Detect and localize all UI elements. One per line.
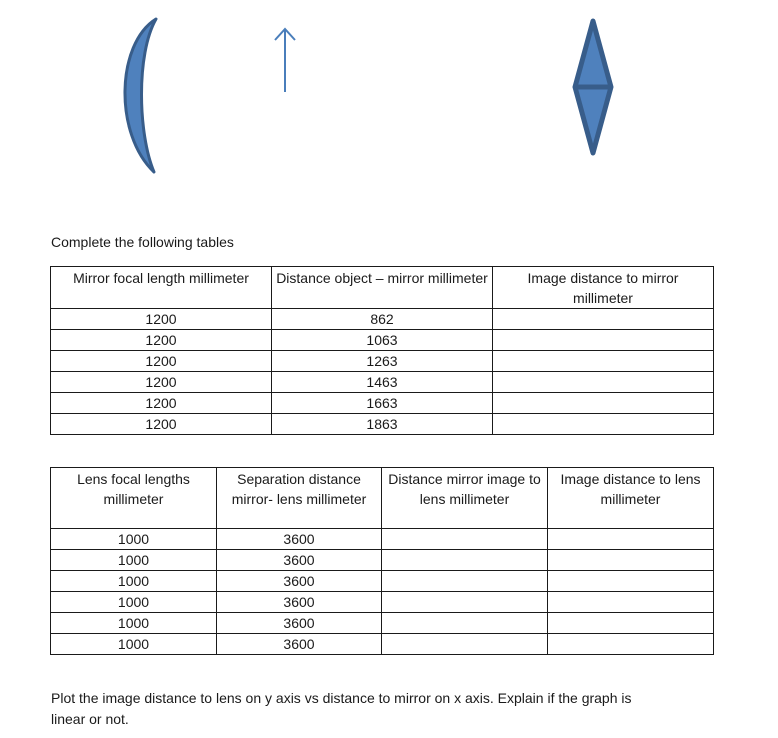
cell-object-distance: 1863 bbox=[272, 414, 493, 435]
cell-mirror-image-distance[interactable] bbox=[382, 592, 548, 613]
cell-lens-focal-length: 1000 bbox=[51, 634, 217, 655]
cell-mirror-image-distance[interactable] bbox=[382, 550, 548, 571]
cell-lens-image-distance[interactable] bbox=[548, 529, 714, 550]
cell-focal-length: 1200 bbox=[51, 330, 272, 351]
table-row bbox=[51, 592, 714, 613]
header-separation-distance: Separation distance mirror- lens millimeter bbox=[217, 468, 382, 529]
cell-object-distance: 1663 bbox=[272, 393, 493, 414]
cell-focal-length: 1200 bbox=[51, 351, 272, 372]
cell-lens-image-distance[interactable] bbox=[548, 571, 714, 592]
cell-object-distance: 1263 bbox=[272, 351, 493, 372]
convex-lens-icon bbox=[570, 16, 616, 158]
table-row bbox=[51, 393, 714, 414]
cell-image-distance[interactable] bbox=[493, 351, 714, 372]
cell-object-distance: 1463 bbox=[272, 372, 493, 393]
cell-lens-focal-length: 1000 bbox=[51, 571, 217, 592]
cell-lens-focal-length: 1000 bbox=[51, 529, 217, 550]
header-image-distance-to-lens: Image distance to lens millimeter bbox=[548, 468, 714, 529]
cell-separation-distance: 3600 bbox=[217, 592, 382, 613]
cell-focal-length: 1200 bbox=[51, 414, 272, 435]
table-row bbox=[51, 613, 714, 634]
table-row bbox=[51, 330, 714, 351]
table-row bbox=[51, 309, 714, 330]
cell-image-distance[interactable] bbox=[493, 330, 714, 351]
table-row bbox=[51, 414, 714, 435]
cell-image-distance[interactable] bbox=[493, 414, 714, 435]
cell-image-distance[interactable] bbox=[493, 372, 714, 393]
cell-lens-image-distance[interactable] bbox=[548, 550, 714, 571]
cell-lens-image-distance[interactable] bbox=[548, 592, 714, 613]
cell-focal-length: 1200 bbox=[51, 309, 272, 330]
cell-lens-focal-length: 1000 bbox=[51, 613, 217, 634]
header-distance-object-mirror: Distance object – mirror millimeter bbox=[272, 267, 493, 309]
header-lens-focal-lengths: Lens focal lengths millimeter bbox=[51, 468, 217, 529]
table-header-row bbox=[51, 468, 714, 529]
instruction-complete-tables: Complete the following tables bbox=[51, 234, 234, 250]
table-row bbox=[51, 372, 714, 393]
cell-object-distance: 862 bbox=[272, 309, 493, 330]
lens-table bbox=[50, 467, 714, 655]
cell-separation-distance: 3600 bbox=[217, 571, 382, 592]
header-image-distance-to-mirror: Image distance to mirror millimeter bbox=[493, 267, 714, 309]
cell-separation-distance: 3600 bbox=[217, 529, 382, 550]
cell-image-distance[interactable] bbox=[493, 393, 714, 414]
mirror-table bbox=[50, 266, 714, 435]
cell-image-distance[interactable] bbox=[493, 309, 714, 330]
cell-focal-length: 1200 bbox=[51, 393, 272, 414]
header-mirror-focal-length: Mirror focal length millimeter bbox=[51, 267, 272, 309]
cell-lens-image-distance[interactable] bbox=[548, 613, 714, 634]
cell-mirror-image-distance[interactable] bbox=[382, 613, 548, 634]
table-header-row bbox=[51, 267, 714, 309]
object-arrow-icon bbox=[272, 26, 298, 94]
cell-lens-focal-length: 1000 bbox=[51, 550, 217, 571]
cell-separation-distance: 3600 bbox=[217, 613, 382, 634]
table-row bbox=[51, 571, 714, 592]
cell-separation-distance: 3600 bbox=[217, 550, 382, 571]
cell-lens-image-distance[interactable] bbox=[548, 634, 714, 655]
cell-separation-distance: 3600 bbox=[217, 634, 382, 655]
instruction-plot-task-line-2: linear or not. bbox=[51, 711, 129, 727]
table-row bbox=[51, 529, 714, 550]
table-row bbox=[51, 634, 714, 655]
cell-mirror-image-distance[interactable] bbox=[382, 529, 548, 550]
table-row bbox=[51, 550, 714, 571]
header-distance-mirror-image-to-lens: Distance mirror image to lens millimeter bbox=[382, 468, 548, 529]
instruction-plot-task-line-1: Plot the image distance to lens on y axis vs distance to mirror on x axis. Explain if the graph is bbox=[51, 690, 632, 706]
cell-object-distance: 1063 bbox=[272, 330, 493, 351]
cell-mirror-image-distance[interactable] bbox=[382, 634, 548, 655]
table-row bbox=[51, 351, 714, 372]
concave-mirror-icon bbox=[108, 14, 164, 176]
cell-lens-focal-length: 1000 bbox=[51, 592, 217, 613]
cell-mirror-image-distance[interactable] bbox=[382, 571, 548, 592]
cell-focal-length: 1200 bbox=[51, 372, 272, 393]
